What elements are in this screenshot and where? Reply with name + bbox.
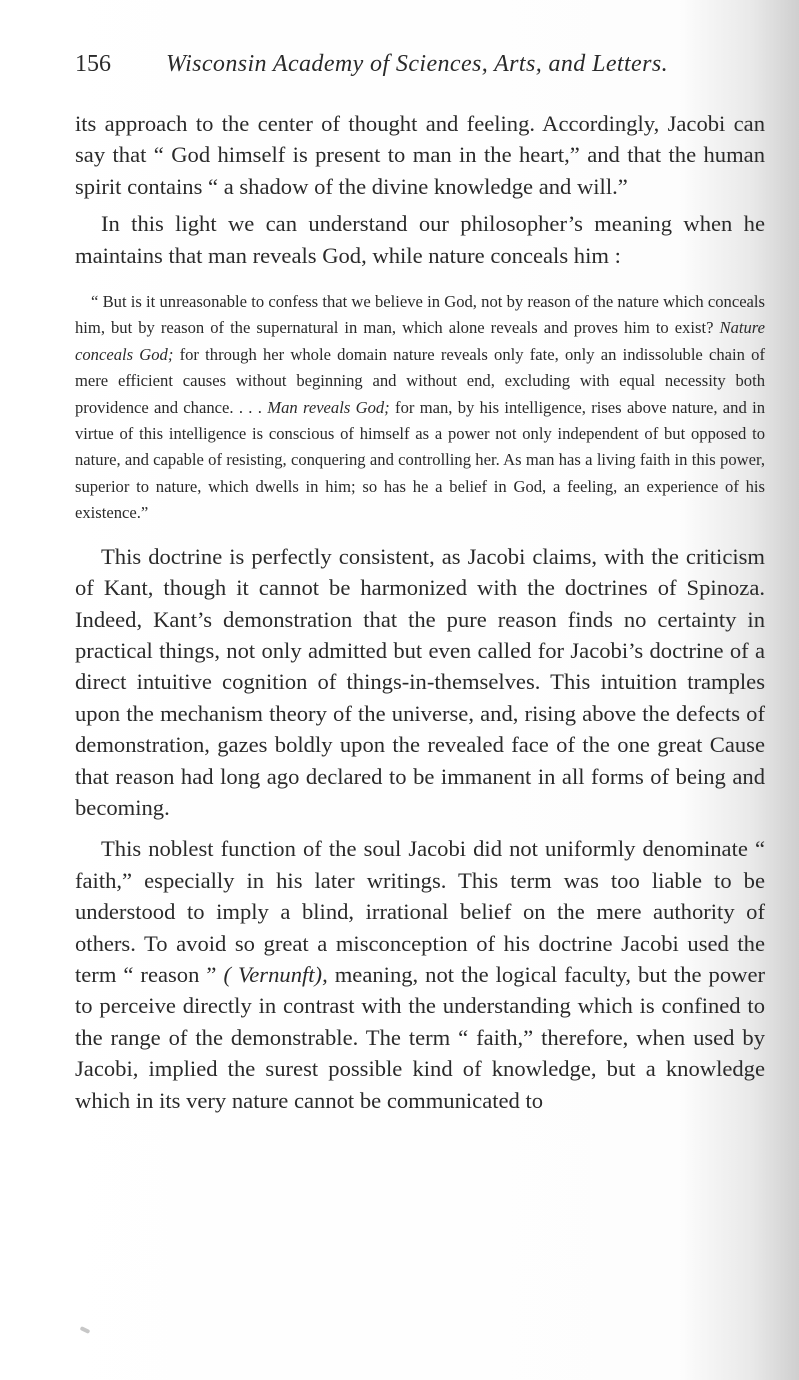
block-quote	[75, 289, 765, 527]
page-body	[75, 108, 765, 1116]
running-header	[75, 44, 765, 84]
paragraph-faith-emphasis: ( Vernunft),	[223, 961, 328, 987]
paragraph-faith	[75, 833, 765, 1116]
running-title: Wisconsin Academy of Sciences, Arts, and Letters.	[166, 51, 668, 77]
paragraph-faith-part-2: meaning, not the logical faculty, but the power to perceive directly in contrast with the understanding which is confined to the range of the demonstrable. The term “ faith,” therefore, when used by Jacobi, implied the surest possible kind of knowledge, but a knowledge which in its very nature cannot be communicated to	[75, 961, 765, 1113]
paragraph-intro-quote: In this light we can understand our philosopher’s meaning when he maintains that man reveals God, while nature conceals him :	[75, 211, 765, 268]
quote-part-1: “ But is it unreasonable to confess that we believe in God, not by reason of the nature which conceals him, but by reason of the supernatural in man, which alone reveals and proves him to exist?	[75, 292, 765, 338]
paragraph-kant: This doctrine is perfectly consistent, as Jacobi claims, with the criticism of Kant, though it cannot be harmonized with the doctrines of Spinoza. Indeed, Kant’s demonstration that the pure reason finds no certainty in practical things, not only admitted but even called for Jacobi’s doctrine of a direct intuitive cognition of things-in-themselves. This intuition tramples upon the mechanism theory of the universe, and, rising above the defects of demonstration, gazes boldly upon the revealed face of the one great Cause that reason had long ago declared to be immanent in all forms of being and becoming.	[75, 543, 765, 820]
page-number: 156	[75, 51, 111, 77]
quote-emphasis-2: Man reveals God;	[267, 397, 390, 417]
ink-smudge	[80, 1326, 91, 1334]
paragraph-faith-part-1: This noblest function of the soul Jacobi did not uniformly denominate “ faith,” especially in his later writings. This term was too liable to be understood to imply a blind, irrational belief on the mere authority of others. To avoid so great a misconception of his doctrine Jacobi used the term “ reason ”	[75, 836, 765, 987]
quote-part-2: for through her whole domain nature reveals only fate, only an indissoluble chain of mere efficient causes without beginning and without end, excluding with equal necessity both providence and chance. . . .	[75, 344, 765, 417]
quote-emphasis-1: Nature conceals God;	[75, 318, 765, 364]
paragraph-continued: its approach to the center of thought and feeling. Accordingly, Jacobi can say that “ God himself is present to man in the heart,” and that the human spirit contains “ a shadow of the divine knowledge and will.”	[75, 111, 765, 199]
quote-part-3: for man, by his intelligence, rises above nature, and in virtue of this intelligence is conscious of himself as a power not only independent of but opposed to nature, and capable of resisting, conquering and controlling her. As man has a living faith in this power, superior to nature, which dwells in him; so has he a belief in God, a feeling, an experience of his existence.”	[75, 397, 765, 523]
